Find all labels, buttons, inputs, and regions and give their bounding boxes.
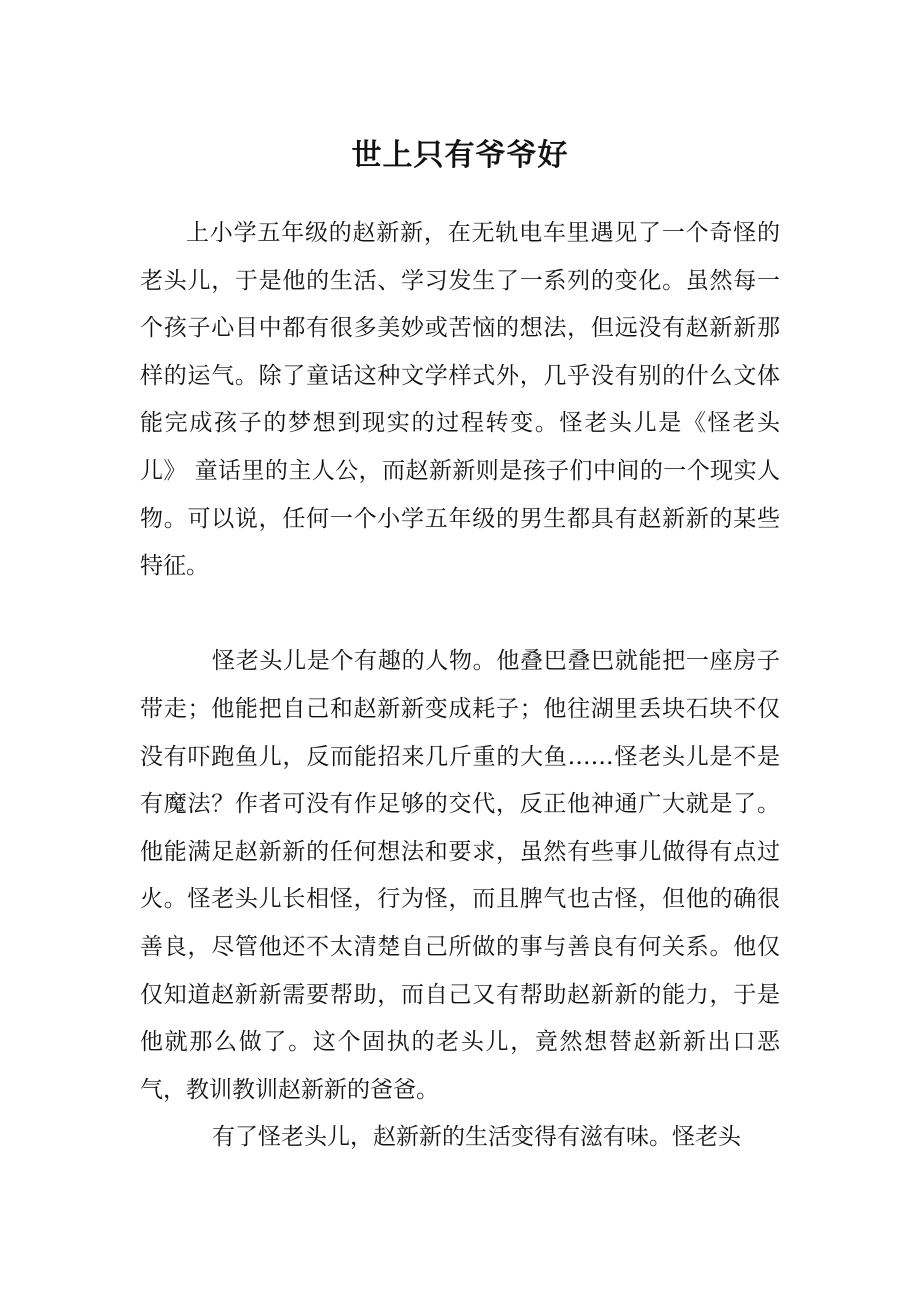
document-body	[140, 210, 780, 1162]
paragraph-1: 上小学五年级的赵新新，在无轨电车里遇见了一个奇怪的老头儿，于是他的生活、学习发生了一系列的变化。虽然每一个孩子心目中都有很多美妙或苦恼的想法，但远没有赵新新那样的运气。除了童话这种文学样式外，几乎没有别的什么文体能完成孩子的梦想到现实的过程转变。怪老头儿是《怪老头儿》 童话里的主人公，而赵新新则是孩子们中间的一个现实人物。可以说，任何一个小学五年级的男生都具有赵新新的某些特征。	[140, 220, 780, 580]
page-title: 世上只有爷爷好	[351, 138, 569, 174]
paragraph-2: 怪老头儿是个有趣的人物。他叠巴叠巴就能把一座房子带走；他能把自己和赵新新变成耗子；他往湖里丢块石块不仅没有吓跑鱼儿，反而能招来几斤重的大鱼……怪老头儿是不是有魔法？作者可没有作足够的交代，反正他神通广大就是了。他能满足赵新新的任何想法和要求，虽然有些事儿做得有点过火。怪老头儿长相怪，行为怪，而且脾气也古怪，但他的确很善良，尽管他还不太清楚自己所做的事与善良有何关系。他仅仅知道赵新新需要帮助，而自己又有帮助赵新新的能力，于是他就那么做了。这个固执的老头儿，竟然想替赵新新出口恶气，教训教训赵新新的爸爸。	[140, 648, 780, 1103]
paragraph-3: 有了怪老头儿，赵新新的生活变得有滋有味。怪老头	[212, 1124, 741, 1151]
